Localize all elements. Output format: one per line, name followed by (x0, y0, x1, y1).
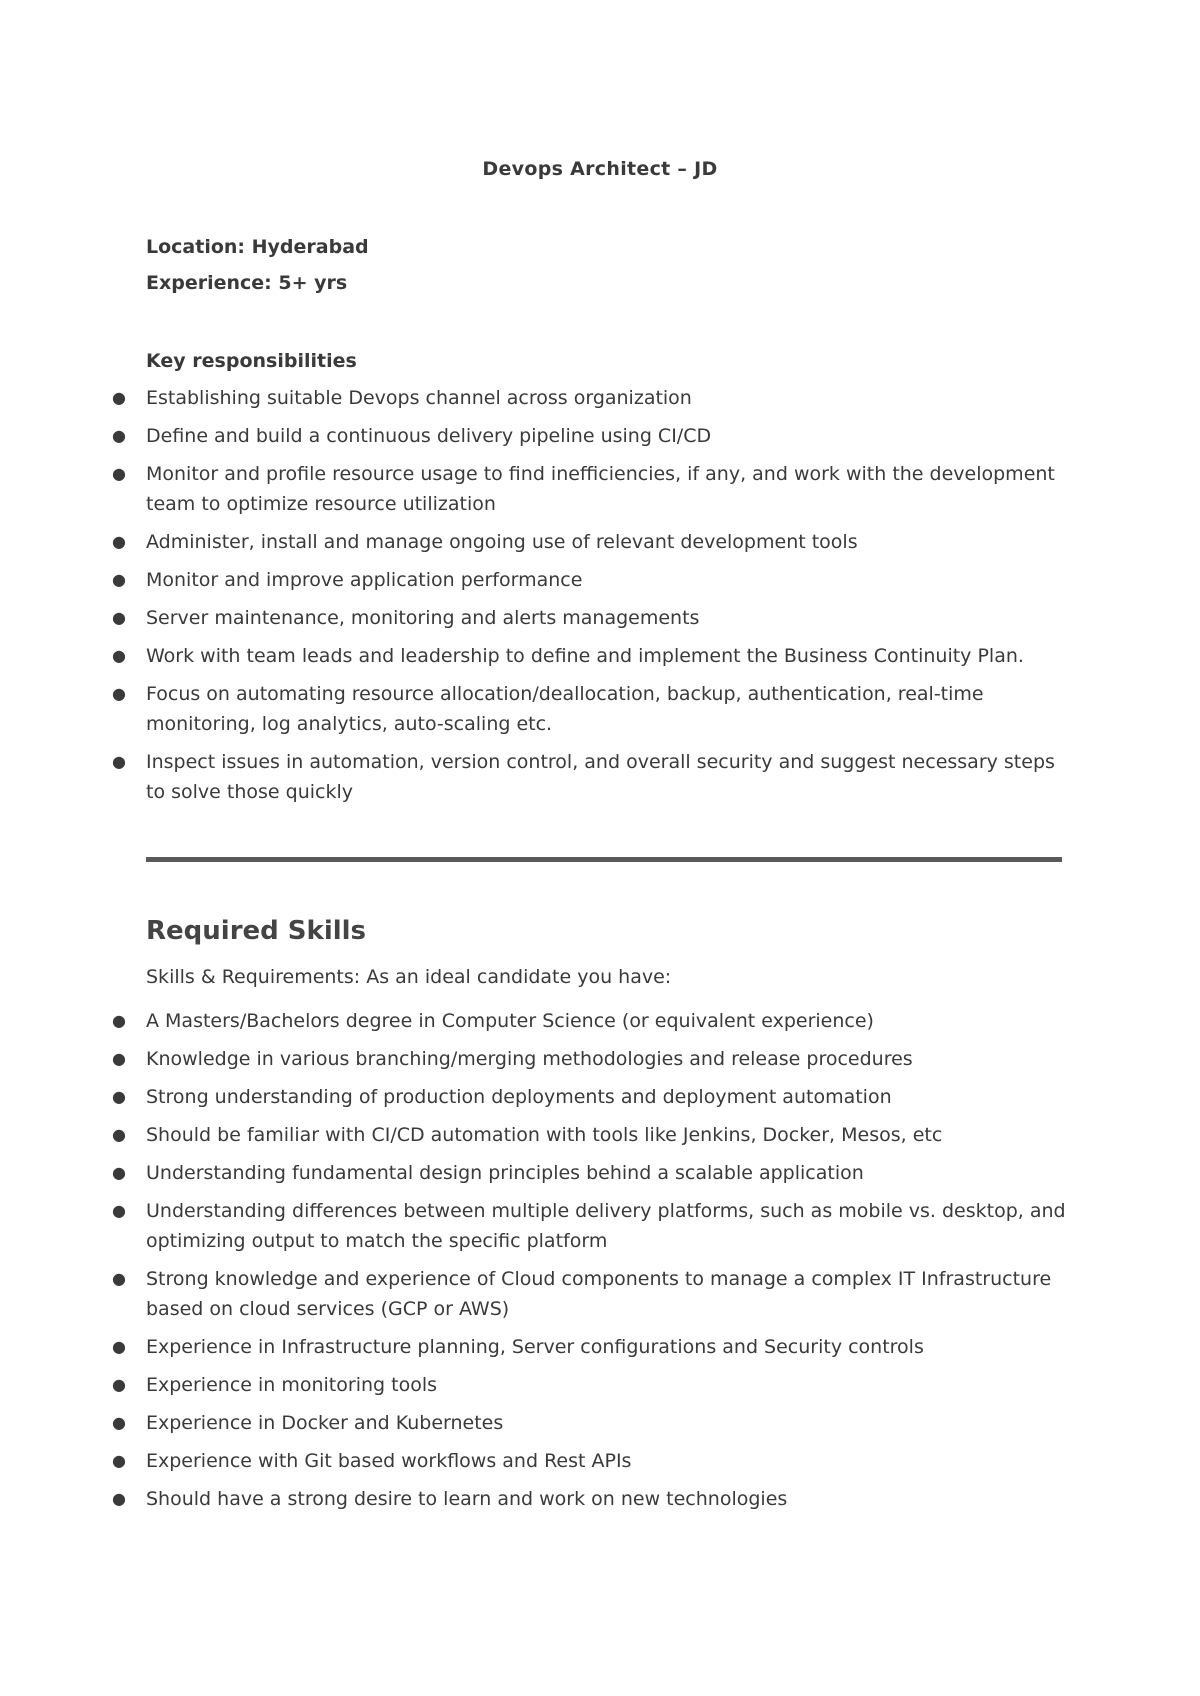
list-item (112, 1408, 1066, 1438)
location-line: Location: Hyderabad (146, 236, 369, 258)
list-item-text: Inspect issues in automation, version control, and overall security and suggest necessary steps to solve those quickly (146, 751, 1055, 803)
bullet-dot-icon: ● (112, 1087, 126, 1106)
document-title: Devops Architect – JD (482, 158, 718, 180)
list-item-text: Strong understanding of production deployments and deployment automation (146, 1086, 892, 1108)
list-item-text: Establishing suitable Devops channel across organization (146, 387, 692, 409)
bullet-dot-icon: ● (112, 646, 126, 665)
skills-heading: Required Skills (146, 916, 367, 946)
bullet-dot-icon: ● (112, 532, 126, 551)
bullet-dot-icon: ● (112, 570, 126, 589)
list-item-text: Define and build a continuous delivery pipeline using CI/CD (146, 425, 712, 447)
responsibilities-heading: Key responsibilities (146, 350, 357, 372)
skills-intro: Skills & Requirements: As an ideal candidate you have: (146, 966, 672, 988)
list-item-text: Experience in monitoring tools (146, 1374, 437, 1396)
list-item-text: Should have a strong desire to learn and work on new technologies (146, 1488, 788, 1510)
list-item (112, 641, 1066, 671)
list-item-text: Experience with Git based workflows and Rest APIs (146, 1450, 632, 1472)
list-item-text: Understanding fundamental design principles behind a scalable application (146, 1162, 864, 1184)
list-item-text: Strong knowledge and experience of Cloud components to manage a complex IT Infrastructure based on cloud services (GCP or AWS) (146, 1268, 1052, 1320)
bullet-dot-icon: ● (112, 1269, 126, 1288)
list-item (112, 1120, 1066, 1150)
list-item (112, 565, 1066, 595)
bullet-dot-icon: ● (112, 1489, 126, 1508)
bullet-dot-icon: ● (112, 1011, 126, 1030)
list-item-text: Experience in Infrastructure planning, Server configurations and Security controls (146, 1336, 924, 1358)
list-item (112, 679, 1066, 739)
bullet-dot-icon: ● (112, 608, 126, 627)
list-item (112, 1158, 1066, 1188)
list-item-text: Monitor and profile resource usage to find inefficiencies, if any, and work with the development team to optimize resource utilization (146, 463, 1055, 515)
bullet-dot-icon: ● (112, 464, 126, 483)
bullet-dot-icon: ● (112, 1337, 126, 1356)
list-item (112, 1446, 1066, 1476)
bullet-dot-icon: ● (112, 426, 126, 445)
bullet-dot-icon: ● (112, 1451, 126, 1470)
list-item (112, 421, 1066, 451)
bullet-dot-icon: ● (112, 684, 126, 703)
bullet-dot-icon: ● (112, 1413, 126, 1432)
list-item-text: Experience in Docker and Kubernetes (146, 1412, 504, 1434)
skills-list (112, 1006, 1066, 1522)
list-item-text: Work with team leads and leadership to define and implement the Business Continuity Plan. (146, 645, 1024, 667)
list-item (112, 459, 1066, 519)
bullet-dot-icon: ● (112, 1201, 126, 1220)
bullet-dot-icon: ● (112, 1163, 126, 1182)
list-item-text: Knowledge in various branching/merging methodologies and release procedures (146, 1048, 913, 1070)
list-item (112, 1370, 1066, 1400)
list-item-text: Focus on automating resource allocation/deallocation, backup, authentication, real-time monitoring, log analytics, auto-scaling etc. (146, 683, 984, 735)
bullet-dot-icon: ● (112, 1049, 126, 1068)
bullet-dot-icon: ● (112, 1375, 126, 1394)
list-item (112, 1044, 1066, 1074)
experience-line: Experience: 5+ yrs (146, 272, 348, 294)
list-item (112, 383, 1066, 413)
bullet-dot-icon: ● (112, 388, 126, 407)
list-item-text: Understanding differences between multiple delivery platforms, such as mobile vs. desktop, and optimizing output to match the specific platform (146, 1200, 1066, 1252)
list-item (112, 527, 1066, 557)
list-item (112, 1196, 1066, 1256)
section-divider (146, 857, 1062, 862)
bullet-dot-icon: ● (112, 1125, 126, 1144)
list-item-text: Should be familiar with CI/CD automation with tools like Jenkins, Docker, Mesos, etc (146, 1124, 943, 1146)
list-item-text: Administer, install and manage ongoing use of relevant development tools (146, 531, 858, 553)
responsibilities-list (112, 383, 1066, 815)
bullet-dot-icon: ● (112, 752, 126, 771)
list-item (112, 1332, 1066, 1362)
list-item-text: Monitor and improve application performance (146, 569, 583, 591)
list-item (112, 1006, 1066, 1036)
list-item-text: A Masters/Bachelors degree in Computer Science (or equivalent experience) (146, 1010, 874, 1032)
list-item (112, 1484, 1066, 1514)
list-item (112, 1264, 1066, 1324)
list-item (112, 1082, 1066, 1112)
list-item (112, 603, 1066, 633)
list-item-text: Server maintenance, monitoring and alerts managements (146, 607, 700, 629)
list-item (112, 747, 1066, 807)
